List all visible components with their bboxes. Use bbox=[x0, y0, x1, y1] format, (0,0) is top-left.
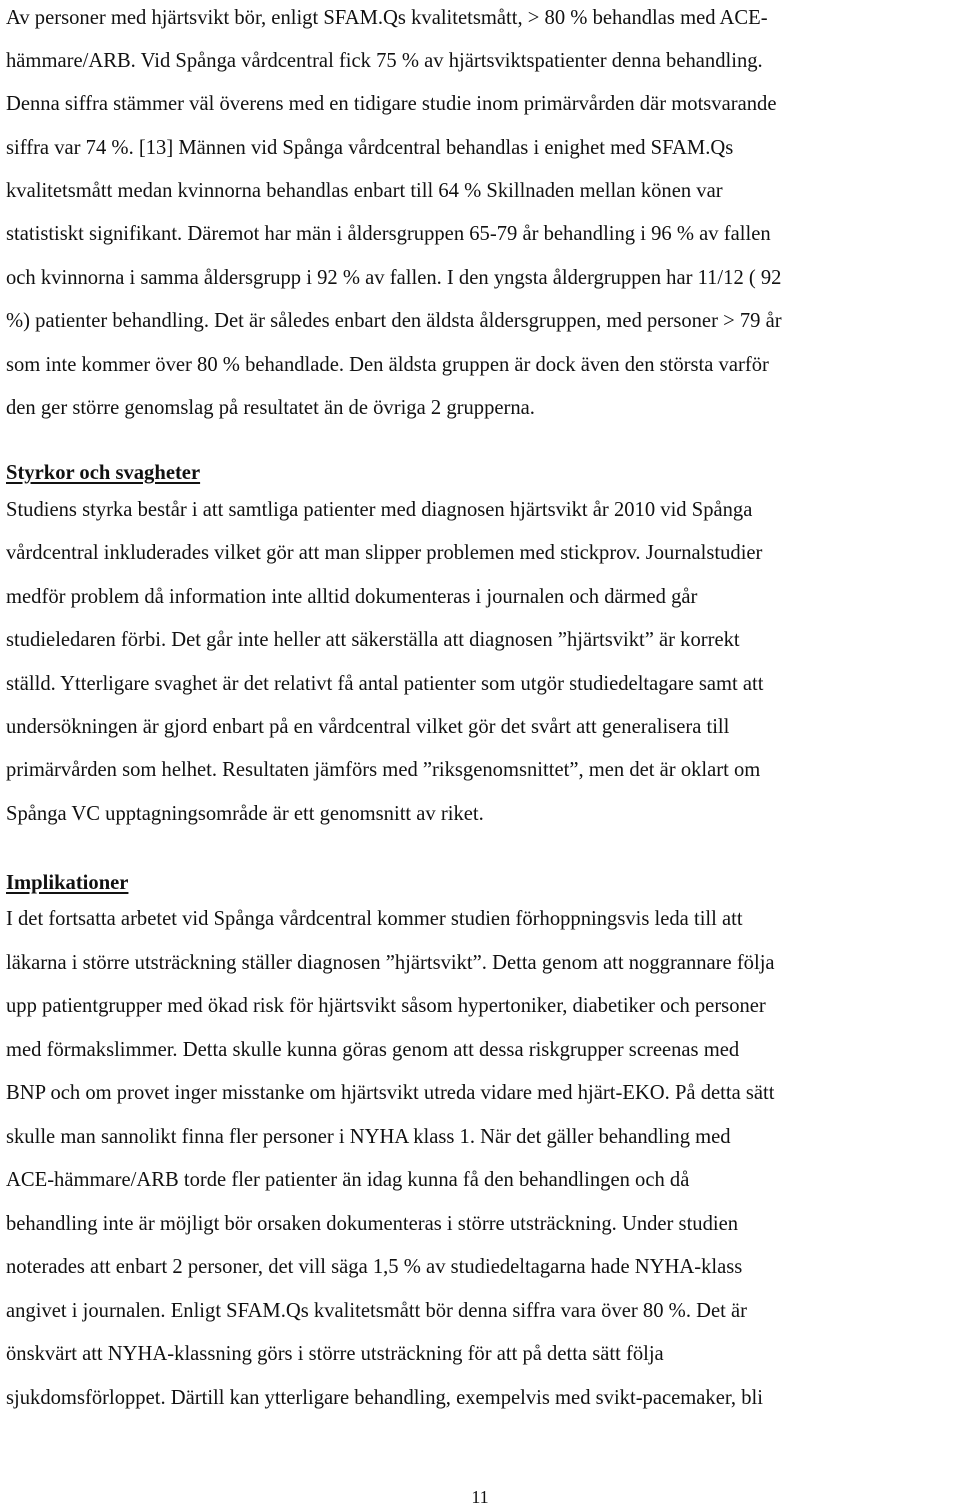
implications-line-5: BNP och om provet inger misstanke om hjärtsvikt utreda vidare med hjärt-EKO. På detta sätt bbox=[6, 1082, 775, 1104]
intro-line-1: Av personer med hjärtsvikt bör, enligt SFAM.Qs kvalitetsmått, > 80 % behandlas med ACE- bbox=[6, 7, 768, 29]
implications-line-2: läkarna i större utsträckning ställer diagnosen ”hjärtsvikt”. Detta genom att noggrannare följa bbox=[6, 952, 775, 974]
intro-line-4: siffra var 74 %. [13] Männen vid Spånga vårdcentral behandlas i enighet med SFAM.Qs bbox=[6, 137, 734, 159]
intro-line-8: %) patienter behandling. Det är således enbart den äldsta åldersgruppen, med personer > 79 år bbox=[6, 310, 782, 332]
intro-line-2: hämmare/ARB. Vid Spånga vårdcentral fick 75 % av hjärtsviktspatienter denna behandling. bbox=[6, 50, 763, 72]
intro-line-10: den ger större genomslag på resultatet än de övriga 2 grupperna. bbox=[6, 397, 535, 419]
strengths-line-7: primärvården som helhet. Resultaten jämförs med ”riksgenomsnittet”, men det är oklart om bbox=[6, 759, 761, 781]
strengths-line-8: Spånga VC upptagningsområde är ett genomsnitt av riket. bbox=[6, 803, 484, 825]
page-number: 11 bbox=[471, 1487, 489, 1507]
implications-line-12: sjukdomsförloppet. Därtill kan ytterligare behandling, exempelvis med svikt-pacemaker, bli bbox=[6, 1387, 763, 1409]
intro-line-5: kvalitetsmått medan kvinnorna behandlas enbart till 64 % Skillnaden mellan könen var bbox=[6, 180, 723, 202]
implications-line-8: behandling inte är möjligt bör orsaken dokumenteras i större utsträckning. Under studien bbox=[6, 1213, 739, 1235]
intro-line-3: Denna siffra stämmer väl överens med en tidigare studie inom primärvården där motsvarande bbox=[6, 93, 777, 115]
implications-line-9: noterades att enbart 2 personer, det vill säga 1,5 % av studiedeltagarna hade NYHA-klass bbox=[6, 1256, 743, 1278]
implications-line-4: med förmakslimmer. Detta skulle kunna göras genom att dessa riskgrupper screenas med bbox=[6, 1039, 740, 1061]
implications-line-7: ACE-hämmare/ARB torde fler patienter än idag kunna få den behandlingen och då bbox=[6, 1169, 690, 1191]
strengths-line-4: studieledaren förbi. Det går inte heller att säkerställa att diagnosen ”hjärtsvikt” är korrekt bbox=[6, 629, 740, 651]
intro-line-7: och kvinnorna i samma åldersgrupp i 92 % av fallen. I den yngsta åldergruppen har 11/12 ( 92 bbox=[6, 267, 782, 289]
strengths-line-3: medför problem då information inte alltid dokumenteras i journalen och därmed går bbox=[6, 586, 698, 608]
section-heading-strengths: Styrkor och svagheter bbox=[6, 462, 201, 484]
intro-line-6: statistiskt signifikant. Däremot har män i åldersgruppen 65-79 år behandling i 96 % av fallen bbox=[6, 223, 771, 245]
strengths-line-6: undersökningen är gjord enbart på en vårdcentral vilket gör det svårt att generalisera till bbox=[6, 716, 730, 738]
implications-line-1: I det fortsatta arbetet vid Spånga vårdcentral kommer studien förhoppningsvis leda till att bbox=[6, 908, 743, 930]
implications-line-6: skulle man sannolikt finna fler personer i NYHA klass 1. När det gäller behandling med bbox=[6, 1126, 731, 1148]
section-heading-implications: Implikationer bbox=[6, 872, 129, 894]
strengths-line-2: vårdcentral inkluderades vilket gör att man slipper problemen med stickprov. Journalstudier bbox=[6, 542, 763, 564]
implications-line-3: upp patientgrupper med ökad risk för hjärtsvikt såsom hypertoniker, diabetiker och personer bbox=[6, 995, 766, 1017]
strengths-line-1: Studiens styrka består i att samtliga patienter med diagnosen hjärtsvikt år 2010 vid Spånga bbox=[6, 499, 753, 521]
implications-line-10: angivet i journalen. Enligt SFAM.Qs kvalitetsmått bör denna siffra vara över 80 %. Det är bbox=[6, 1300, 748, 1322]
strengths-line-5: ställd. Ytterligare svaghet är det relativt få antal patienter som utgör studiedeltagare samt att bbox=[6, 673, 764, 695]
intro-line-9: som inte kommer över 80 % behandlade. Den äldsta gruppen är dock även den största varför bbox=[6, 354, 769, 376]
implications-line-11: önskvärt att NYHA-klassning görs i större utsträckning för att på detta sätt följa bbox=[6, 1343, 664, 1365]
